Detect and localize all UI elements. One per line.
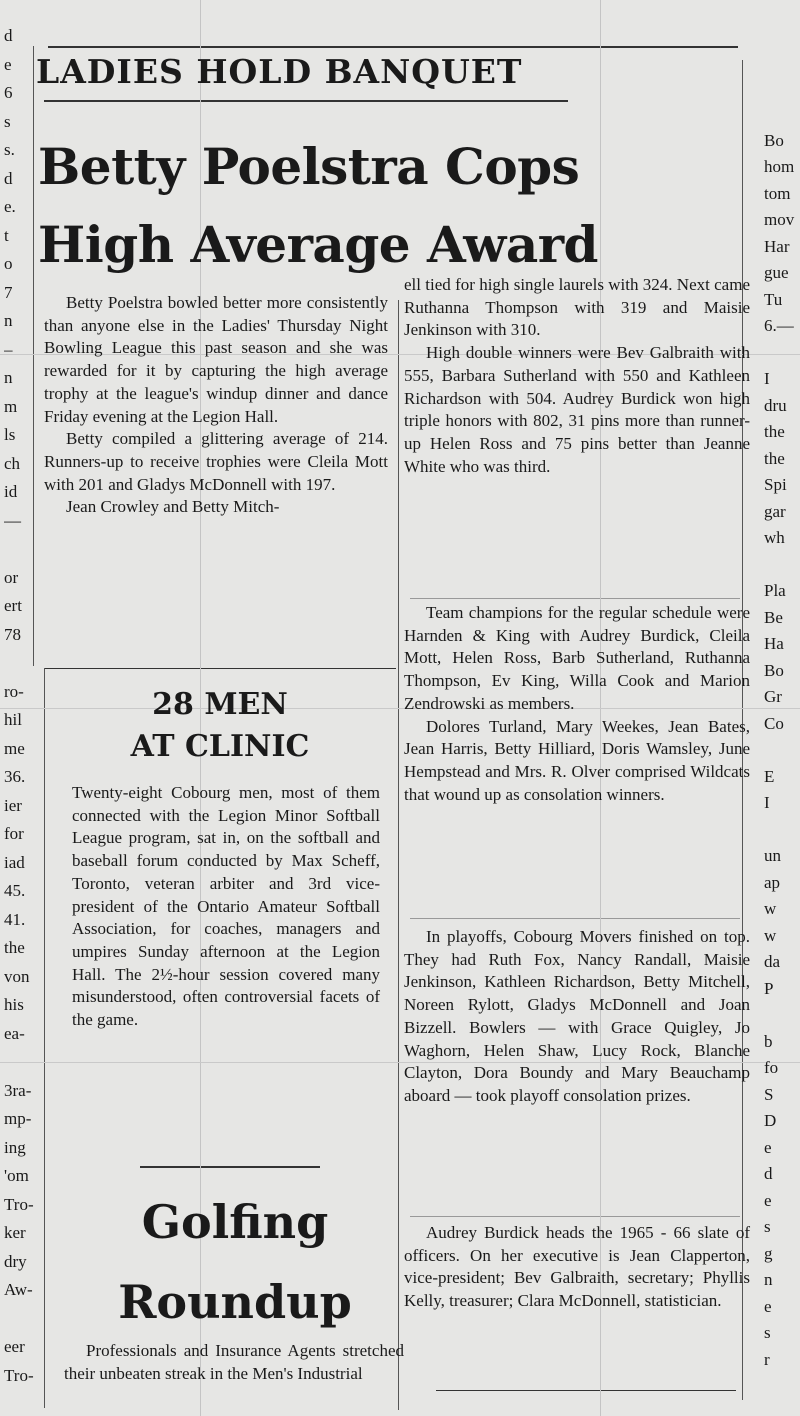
margin-fragment: Aw- bbox=[4, 1280, 33, 1299]
bottom-right-rule bbox=[436, 1390, 736, 1391]
margin-fragment: ap bbox=[764, 872, 781, 892]
margin-fragment: s bbox=[764, 1323, 771, 1342]
margin-fragment: 3ra- bbox=[4, 1080, 32, 1100]
margin-fragment: da bbox=[764, 952, 781, 971]
article-paragraph: Betty Poelstra bowled better more consistently than anyone else in the Ladies' Thursday Night Bowling League this past season and she was rewarded for it by capturing the high average trophy at the league's windup dinner and dance Friday evening at the Legion Hall. bbox=[44, 293, 388, 426]
main-headline bbox=[38, 128, 598, 284]
clinic-headline-line-2: AT CLINIC bbox=[130, 729, 310, 764]
margin-fragment: e bbox=[764, 1190, 772, 1210]
margin-fragment: E bbox=[764, 766, 775, 786]
article-paragraph: Betty compiled a glittering average of 214. Runners-up to receive trophies were Cleila Mott with 201 and Gladys McDonnell with 197. bbox=[44, 429, 388, 494]
kicker-underline bbox=[44, 100, 568, 102]
margin-fragment: – bbox=[4, 339, 13, 359]
margin-fragment: w bbox=[764, 925, 777, 945]
margin-fragment: dru bbox=[764, 395, 787, 415]
margin-fragment: gar bbox=[764, 501, 786, 521]
margin-fragment: the bbox=[4, 938, 25, 957]
col2-section-rule-3 bbox=[410, 1216, 740, 1217]
margin-fragment: d bbox=[764, 1164, 773, 1183]
margin-fragment: Tro- bbox=[4, 1365, 34, 1385]
margin-fragment: e bbox=[4, 54, 12, 74]
margin-fragment: 'om bbox=[4, 1166, 29, 1185]
headline-line-2: High Average Award bbox=[38, 215, 599, 274]
margin-fragment: g bbox=[764, 1243, 773, 1263]
golf-headline-line-1: Golfing bbox=[141, 1195, 329, 1249]
margin-fragment: o bbox=[4, 254, 13, 273]
margin-fragment: his bbox=[4, 995, 24, 1014]
margin-fragment: — bbox=[4, 510, 21, 530]
article-column-2-team bbox=[404, 602, 750, 806]
margin-fragment: ing bbox=[4, 1137, 26, 1157]
margin-fragment: gue bbox=[764, 263, 789, 282]
margin-fragment bbox=[4, 1307, 34, 1336]
margin-fragment: Bo bbox=[764, 660, 784, 680]
margin-fragment: e bbox=[764, 1296, 772, 1316]
article-paragraph: Jean Crowley and Betty Mitch- bbox=[66, 497, 280, 517]
kicker-headline: LADIES HOLD BANQUET bbox=[36, 52, 523, 91]
margin-fragment: n bbox=[4, 311, 13, 330]
article-paragraph: ell tied for high single laurels with 324. Next came Ruthanna Thompson with 319 and Maisie Jenkinson with 310. bbox=[404, 275, 750, 340]
margin-fragment: S bbox=[764, 1084, 774, 1104]
col2-section-rule-2 bbox=[410, 918, 740, 919]
margin-fragment: dry bbox=[4, 1251, 27, 1271]
margin-fragment: hil bbox=[4, 710, 22, 729]
margin-fragment: Tu bbox=[764, 289, 783, 309]
margin-fragment: ro- bbox=[4, 681, 24, 701]
margin-fragment: I bbox=[764, 369, 770, 388]
clinic-headline bbox=[60, 684, 380, 768]
margin-fragment: 78 bbox=[4, 624, 21, 644]
margin-fragment: Gr bbox=[764, 687, 782, 706]
margin-fragment: s bbox=[4, 111, 11, 131]
margin-fragment: the bbox=[764, 422, 785, 441]
golf-headline bbox=[60, 1182, 410, 1342]
left-margin-fragments bbox=[4, 24, 34, 1414]
margin-fragment: s bbox=[764, 1217, 771, 1236]
margin-fragment: 41. bbox=[4, 909, 26, 929]
margin-fragment: tom bbox=[764, 183, 791, 203]
article-paragraph: Audrey Burdick heads the 1965 - 66 slate of officers. On her executive is Jean Clapperton, vice-president; Bev Galbraith, secretary; Phyllis Kelly, treasurer; Clara McDonnell, statistician. bbox=[404, 1223, 750, 1311]
clinic-body bbox=[72, 782, 380, 1032]
clinic-top-rule bbox=[44, 668, 396, 669]
article-column-2-officers bbox=[404, 1222, 750, 1313]
margin-fragment: id bbox=[4, 482, 18, 501]
article-paragraph: Team champions for the regular schedule were Harnden & King with Audrey Burdick, Cleila Mott, Helen Ross, Barb Sutherland, Ruthanna Thompson, Ev King, Willa Cook and Marion Zendrowski as members. bbox=[404, 603, 750, 713]
margin-fragment bbox=[4, 537, 34, 566]
margin-fragment bbox=[4, 1050, 34, 1079]
margin-fragment: iad bbox=[4, 852, 25, 872]
golf-body bbox=[64, 1340, 404, 1385]
margin-fragment: ker bbox=[4, 1223, 26, 1242]
golf-paragraph: Professionals and Insurance Agents stretched their unbeaten streak in the Men's Industrial bbox=[64, 1341, 404, 1383]
margin-fragment: fo bbox=[764, 1058, 779, 1077]
margin-fragment: mov bbox=[764, 210, 795, 229]
margin-fragment bbox=[764, 102, 800, 129]
golf-divider-rule bbox=[140, 1166, 320, 1168]
margin-fragment bbox=[4, 651, 34, 680]
margin-fragment: e bbox=[764, 1137, 772, 1157]
margin-fragment: Co bbox=[764, 713, 784, 733]
article-paragraph: High double winners were Bev Galbraith with 555, Barbara Sutherland with 550 and Kathleen Richardson with 504. Audrey Burdick won high triple honors with 802, 31 pins more than runner-up Helen Ross and 75 pins better than Jeanne White who was third. bbox=[404, 343, 750, 476]
article-paragraph: In playoffs, Cobourg Movers finished on top. They had Ruth Fox, Nancy Randall, Maisie Jenkinson, Kathleen Richardson, Betty Mitchell, Noreen Rylott, Gladys McDonnell and Joan Bizzell. Bowlers — with Grace Quigley, Jo Waghorn, Helen Shaw, Lucy Rock, Blanche Clayton, Dora Boundy and Mary Beauchamp aboard — took playoff consolation prizes. bbox=[404, 927, 750, 1105]
margin-fragment: ert bbox=[4, 596, 22, 615]
margin-fragment: P bbox=[764, 978, 774, 998]
margin-fragment: 7 bbox=[4, 282, 13, 302]
margin-fragment: wh bbox=[764, 528, 785, 547]
golf-headline-line-2: Roundup bbox=[118, 1275, 352, 1329]
margin-fragment: d bbox=[4, 26, 13, 45]
margin-fragment: 36. bbox=[4, 767, 26, 786]
margin-fragment: t bbox=[4, 225, 9, 245]
clinic-paragraph: Twenty-eight Cobourg men, most of them connected with the Legion Minor Softball League program, sat in, on the softball and baseball forum conducted by Max Scheff, Toronto, veteran arbiter and 3rd vice-president of the Ontario Amateur Softball Association, for coaches, managers and umpires Sunday afternoon at the Legion Hall. The 2½-hour session covered many misunderstood, often controversial facets of the game. bbox=[72, 783, 380, 1030]
margin-fragment: b bbox=[764, 1031, 773, 1051]
margin-fragment: Tro- bbox=[4, 1194, 34, 1214]
article-column-1 bbox=[44, 292, 388, 519]
margin-fragment: e. bbox=[4, 197, 16, 216]
margin-fragment: hom bbox=[764, 157, 795, 176]
margin-fragment: for bbox=[4, 824, 24, 843]
margin-fragment: D bbox=[764, 1111, 777, 1130]
margin-fragment: eer bbox=[4, 1337, 25, 1356]
margin-fragment bbox=[764, 738, 800, 765]
margin-fragment: 6 bbox=[4, 83, 13, 102]
right-margin-fragments bbox=[764, 102, 800, 1402]
margin-fragment: the bbox=[764, 448, 785, 468]
clinic-left-border bbox=[44, 668, 45, 1408]
col2-section-rule bbox=[410, 598, 740, 599]
margin-fragment: ch bbox=[4, 453, 21, 473]
margin-fragment: ls bbox=[4, 425, 16, 444]
article-paragraph: Dolores Turland, Mary Weekes, Jean Bates, Jean Harris, Betty Hilliard, Doris Wamsley, June Hempstead and Mrs. R. Olver comprised Wildcats that wound up as consolation winners. bbox=[404, 716, 750, 804]
margin-fragment: n bbox=[4, 368, 13, 387]
margin-fragment: d bbox=[4, 168, 13, 188]
margin-fragment: ier bbox=[4, 795, 22, 815]
margin-fragment: Pla bbox=[764, 581, 786, 600]
margin-fragment: I bbox=[764, 793, 770, 812]
margin-fragment: von bbox=[4, 966, 30, 986]
article-column-2-playoffs bbox=[404, 926, 750, 1108]
headline-line-1: Betty Poelstra Cops bbox=[38, 137, 580, 196]
article-column-2 bbox=[404, 274, 750, 478]
margin-fragment: or bbox=[4, 567, 19, 587]
margin-fragment: ea- bbox=[4, 1023, 25, 1043]
margin-fragment: mp- bbox=[4, 1109, 32, 1128]
margin-fragment bbox=[764, 341, 800, 368]
top-rule bbox=[48, 46, 738, 48]
margin-fragment: Bo bbox=[764, 130, 784, 150]
margin-fragment: m bbox=[4, 396, 18, 416]
margin-fragment: s. bbox=[4, 140, 15, 159]
margin-fragment: n bbox=[764, 1270, 773, 1289]
clinic-headline-line-1: 28 MEN bbox=[152, 687, 288, 722]
margin-fragment: 45. bbox=[4, 881, 26, 900]
margin-fragment bbox=[764, 553, 800, 580]
margin-fragment: r bbox=[764, 1349, 770, 1369]
margin-fragment bbox=[764, 1003, 800, 1030]
margin-fragment: w bbox=[764, 899, 777, 918]
margin-fragment: Ha bbox=[764, 634, 784, 653]
margin-fragment bbox=[764, 818, 800, 845]
margin-fragment: un bbox=[764, 846, 781, 865]
margin-fragment: me bbox=[4, 738, 25, 758]
margin-fragment: Spi bbox=[764, 475, 787, 494]
margin-fragment: 6.— bbox=[764, 316, 794, 335]
margin-fragment: Har bbox=[764, 236, 790, 256]
margin-fragment: Be bbox=[764, 607, 783, 627]
